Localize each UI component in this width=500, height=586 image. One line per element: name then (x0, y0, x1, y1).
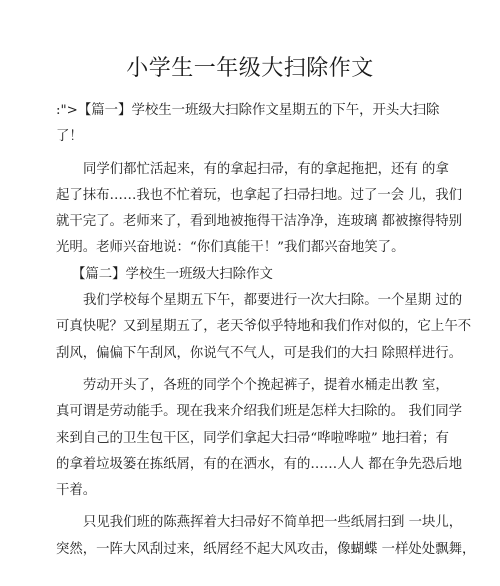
text-line: :">【篇一】学校生一班级大扫除作文星期五的下午，开头大扫除 (56, 103, 440, 118)
text-line: 干着。 (56, 483, 97, 499)
document-body (56, 98, 476, 563)
text-line: 来到自己的卫生包干区，同学们拿起大扫帚“哗啦哗啦” 地扫着；有 (56, 430, 449, 446)
paragraph-start: 劳动开头了，各班的同学个个挽起裤子，提着水桶走出教 室， (83, 377, 449, 393)
text-line: 刮风，偏偏下午刮风，你说气不气人，可是我们的大扫 除照样进行。 (56, 345, 462, 361)
text-line: 真可谓是劳动能手。现在我来介绍我们班是怎样大扫除的。 我们同学 (56, 404, 462, 420)
text-line: 起了抹布……我也不忙着玩，也拿起了扫帚扫地。过了一会 儿，我们 (56, 187, 462, 203)
paragraph-start: 同学们都忙活起来，有的拿起扫帚，有的拿起拖把，还有 的拿 (83, 161, 449, 177)
text-line: 就干完了。老师来了，看到地被拖得干洁净净，连玻璃 都被擦得特别 (56, 214, 462, 230)
section-heading: 【篇二】学校生一班级大扫除作文 (72, 266, 273, 282)
text-line: 可真快呢？又到星期五了，老天爷似乎特地和我们作对似的，它上午不 (56, 319, 472, 335)
paragraph-start: 只见我们班的陈燕挥着大扫帚好不简单把一些纸屑扫到 一块儿， (83, 515, 463, 531)
document-title: 小学生一年级大扫除作文 (126, 56, 374, 81)
text-line: 光明。老师兴奋地说：“你们真能干！”我们都兴奋地笑了。 (56, 240, 405, 256)
text-line: 突然，一阵大风刮过来，纸屑经不起大风攻击，像蝴蝶 一样处处飘舞， (56, 541, 476, 557)
text-line: 的拿着垃圾篓在拣纸屑，有的在洒水，有的……人人 都在争先恐后地 (56, 456, 462, 472)
text-line: 了！ (56, 129, 83, 145)
paragraph-start: 我们学校每个星期五下午，都要进行一次大扫除。一个星期 过的 (83, 293, 463, 309)
